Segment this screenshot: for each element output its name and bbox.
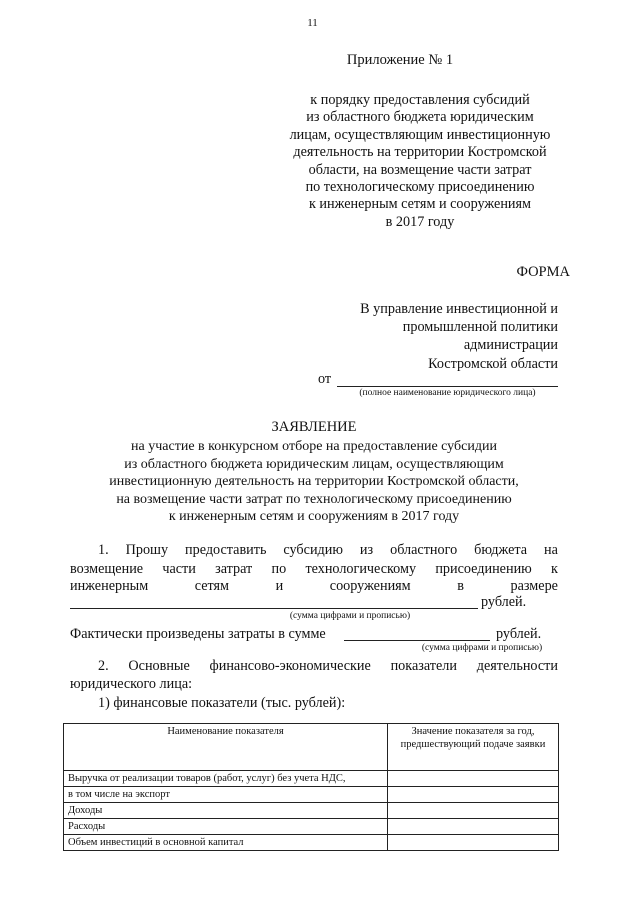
word: сетям: [194, 578, 230, 594]
word: областного: [390, 542, 458, 558]
statement-title: ЗАЯВЛЕНИЕ: [271, 419, 357, 435]
addressee-line: промышленной политики: [402, 319, 558, 336]
actual-costs-text: Фактически произведены затраты в сумме: [70, 626, 326, 642]
order-line: деятельность на территории Костромской: [293, 144, 547, 161]
para2-line2: юридического лица:: [70, 676, 193, 692]
word: предоставить: [185, 542, 267, 558]
word: финансово-экономические: [209, 658, 371, 674]
order-line: в 2017 году: [385, 213, 455, 230]
subtitle-line: из областного бюджета юридическим лицам, осуществляющим: [124, 456, 504, 472]
table-row: [64, 787, 559, 803]
word: к: [551, 561, 558, 577]
indicator-value-cell[interactable]: [388, 771, 559, 787]
indicator-value-cell[interactable]: [388, 787, 559, 803]
order-line: к порядку предоставления субсидий: [310, 92, 530, 108]
word: по: [271, 561, 287, 577]
word: из: [359, 542, 374, 558]
word: сооружениям: [329, 578, 411, 594]
addressee-line: Костромской области: [428, 355, 558, 372]
addressee-block: [300, 300, 558, 373]
word: затрат: [215, 561, 253, 577]
word: на: [544, 542, 558, 558]
order-line: области, на возмещение части затрат: [308, 161, 532, 178]
indicator-name: Доходы: [64, 803, 388, 819]
actual-costs-caption: (сумма цифрами и прописью): [421, 643, 543, 653]
para1-line3: [70, 578, 558, 595]
from-label: от: [318, 371, 332, 387]
table-row: [64, 803, 559, 819]
word: 1.: [98, 542, 109, 558]
subsidy-amount-field[interactable]: [70, 608, 478, 609]
actual-costs-field[interactable]: [344, 640, 490, 641]
indicator-value-cell[interactable]: [388, 835, 559, 851]
appendix-title: Приложение № 1: [346, 52, 454, 68]
indicator-name: Выручка от реализации товаров (работ, услуг) без учета НДС,: [64, 771, 388, 787]
form-label: ФОРМА: [516, 264, 570, 280]
word: возмещение: [70, 561, 144, 577]
appendix-order-text: [250, 92, 590, 231]
indicator-name: Объем инвестиций в основной капитал: [64, 835, 388, 851]
subsidy-currency-label: рублей.: [481, 594, 527, 610]
indicator-name: Расходы: [64, 819, 388, 835]
applicant-name-field[interactable]: [337, 386, 558, 387]
addressee-line: администрации: [463, 337, 558, 354]
table-row: [64, 771, 559, 787]
indicator-value-cell[interactable]: [388, 819, 559, 835]
word: 2.: [98, 658, 109, 674]
table-row: [64, 835, 559, 851]
page-number: 11: [307, 17, 318, 29]
word: части: [162, 561, 196, 577]
para2-line3: 1) финансовые показатели (тыс. рублей):: [98, 695, 346, 711]
para1-line1: [70, 542, 558, 559]
word: инженерным: [70, 578, 149, 594]
actual-costs-currency-label: рублей.: [496, 626, 542, 642]
word: Прошу: [125, 542, 169, 558]
subtitle-line: на участие в конкурсном отборе на предоставление субсидии: [131, 439, 497, 454]
table-row: [64, 819, 559, 835]
para1-line2: [70, 561, 558, 578]
word: бюджета: [474, 542, 528, 558]
word: деятельности: [476, 658, 558, 674]
statement-subtitle: [60, 438, 568, 526]
word: Основные: [128, 658, 190, 674]
col-header-value: Значение показателя за год, предшествующий подаче заявки: [388, 724, 559, 771]
indicator-name: в том числе на экспорт: [64, 787, 388, 803]
subtitle-line: инвестиционную деятельность на территории Костромской области,: [109, 474, 519, 489]
order-line: по технологическому присоединению: [305, 179, 535, 196]
para2-line1: [70, 658, 558, 675]
word: технологическому: [305, 561, 417, 577]
word: и: [275, 578, 284, 594]
word: размере: [510, 578, 558, 594]
financial-indicators-table: [63, 723, 559, 851]
word: присоединению: [435, 561, 532, 577]
indicator-value-cell[interactable]: [388, 803, 559, 819]
order-line: к инженерным сетям и сооружениям: [308, 196, 532, 213]
word: в: [457, 578, 464, 594]
table-header-row: [64, 724, 559, 771]
subtitle-line: на возмещение части затрат по технологическому присоединению: [116, 491, 512, 507]
col-header-indicator: Наименование показателя: [64, 724, 388, 771]
order-line: лицам, осуществляющим инвестиционную: [289, 126, 551, 143]
addressee-line: В управление инвестиционной и: [360, 301, 558, 317]
word: субсидию: [283, 542, 343, 558]
subsidy-amount-caption: (сумма цифрами и прописью): [289, 611, 411, 621]
word: показатели: [390, 658, 457, 674]
applicant-name-caption: (полное наименование юридического лица): [359, 388, 536, 398]
order-line: из областного бюджета юридическим: [306, 109, 534, 126]
subtitle-line: к инженерным сетям и сооружениям в 2017 году: [168, 509, 460, 524]
